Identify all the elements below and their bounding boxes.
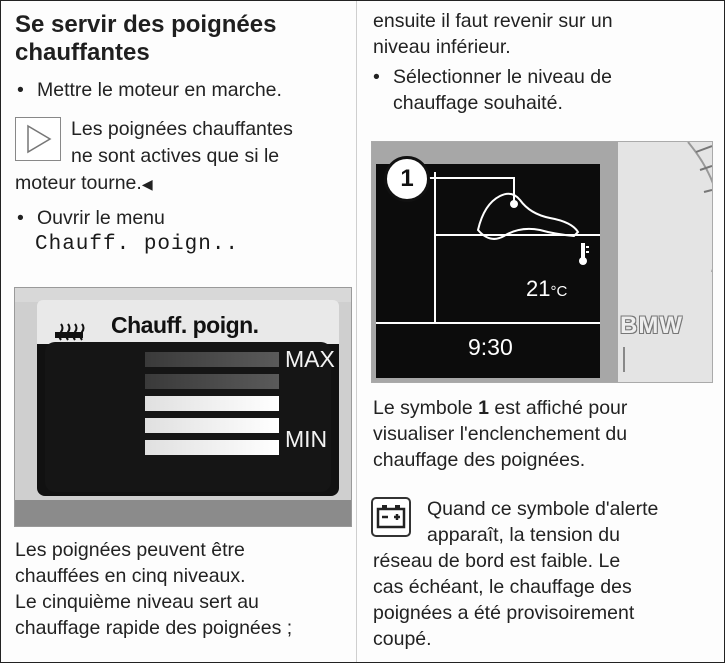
- intro-line-2: niveau inférieur.: [373, 36, 511, 58]
- level-bar-4: [145, 374, 279, 389]
- bullet-select-line-2: chauffage souhaité.: [393, 92, 563, 114]
- bullet-glyph: •: [373, 66, 380, 88]
- callout-marker: 1: [384, 156, 430, 202]
- note-line-1: Les poignées chauffantes: [71, 118, 293, 140]
- caption-line-3: Le cinquième niveau sert au: [15, 591, 259, 613]
- thermometer-icon: [576, 242, 590, 266]
- level-bar-5: [145, 352, 279, 367]
- bullet-start-engine: [17, 78, 282, 103]
- bullet-start-engine-text: Mettre le moteur en marche.: [37, 79, 282, 101]
- warning-line-3: réseau de bord est faible. Le: [373, 550, 621, 572]
- battery-warning-icon: [371, 497, 411, 537]
- level-bar-2: [145, 418, 279, 433]
- bullet-glyph: •: [17, 79, 24, 101]
- display-bottom-bezel: [15, 500, 351, 526]
- menu-name: Chauff. poign..: [35, 233, 240, 256]
- page-title: [15, 11, 345, 67]
- bullet-glyph: •: [17, 207, 24, 229]
- symbol-line-3: chauffage des poignées.: [373, 449, 586, 471]
- symbol-text-a: Le symbole: [373, 397, 479, 419]
- symbol-line-1: [373, 396, 627, 421]
- end-marker-icon: ◀: [141, 176, 153, 192]
- bullet-select-level: [373, 65, 612, 90]
- heated-grip-icon: [53, 318, 89, 342]
- temperature-value: 21: [526, 276, 551, 301]
- title-line-2: chauffantes: [15, 39, 150, 66]
- bullet-select-line-1: Sélectionner le niveau de: [393, 66, 612, 88]
- level-bar-1: [145, 440, 279, 455]
- menu-heading: Chauff. poign.: [111, 312, 259, 338]
- warning-line-2: apparaît, la tension du: [427, 524, 620, 546]
- intro-line-1: ensuite il faut revenir sur un: [373, 10, 613, 32]
- level-bar-3: [145, 396, 279, 411]
- symbol-number: 1: [478, 397, 489, 419]
- instrument-panel: [618, 142, 712, 382]
- brand-logo: BMW: [620, 312, 683, 339]
- caption-line-4: chauffage rapide des poignées ;: [15, 617, 293, 639]
- warning-line-1: Quand ce symbole d'alerte: [427, 498, 659, 520]
- caption-line-1: Les poignées peuvent être: [15, 539, 245, 561]
- lcd-horizontal-line: [376, 322, 600, 324]
- rider-icon: [412, 172, 582, 242]
- warning-line-5: poignées a été provisoirement: [373, 602, 635, 624]
- title-line-1: Se servir des poignées: [15, 11, 277, 38]
- level-max-label: MAX: [285, 346, 335, 372]
- note-line-2: ne sont actives que si le: [71, 145, 280, 167]
- warning-line-6: coupé.: [373, 628, 432, 650]
- caption-line-2: chauffées en cinq niveaux.: [15, 565, 246, 587]
- dashboard-display: [371, 141, 713, 383]
- note-play-icon: [15, 117, 61, 161]
- heated-grips-menu-display: [14, 287, 352, 527]
- lcd-header: [37, 300, 339, 344]
- gauge-dial: [618, 142, 712, 382]
- indicator-dot: [510, 200, 518, 208]
- symbol-text-b: est affiché pour: [489, 397, 628, 419]
- clock-readout: 9:30: [468, 334, 513, 360]
- symbol-line-2: visualiser l'enclenchement du: [373, 423, 628, 445]
- note-line-3: [15, 171, 153, 197]
- bullet-open-menu-text: Ouvrir le menu: [37, 207, 165, 229]
- level-panel: [45, 342, 335, 492]
- warning-line-4: cas échéant, le chauffage des: [373, 576, 632, 598]
- temperature-unit: °C: [550, 283, 568, 300]
- bullet-open-menu: [17, 206, 165, 231]
- note-line-3-text: moteur tourne.: [15, 172, 142, 194]
- temperature-readout: [526, 276, 567, 302]
- column-divider: [356, 1, 357, 662]
- lcd-screen: [37, 300, 339, 496]
- level-min-label: MIN: [285, 426, 328, 452]
